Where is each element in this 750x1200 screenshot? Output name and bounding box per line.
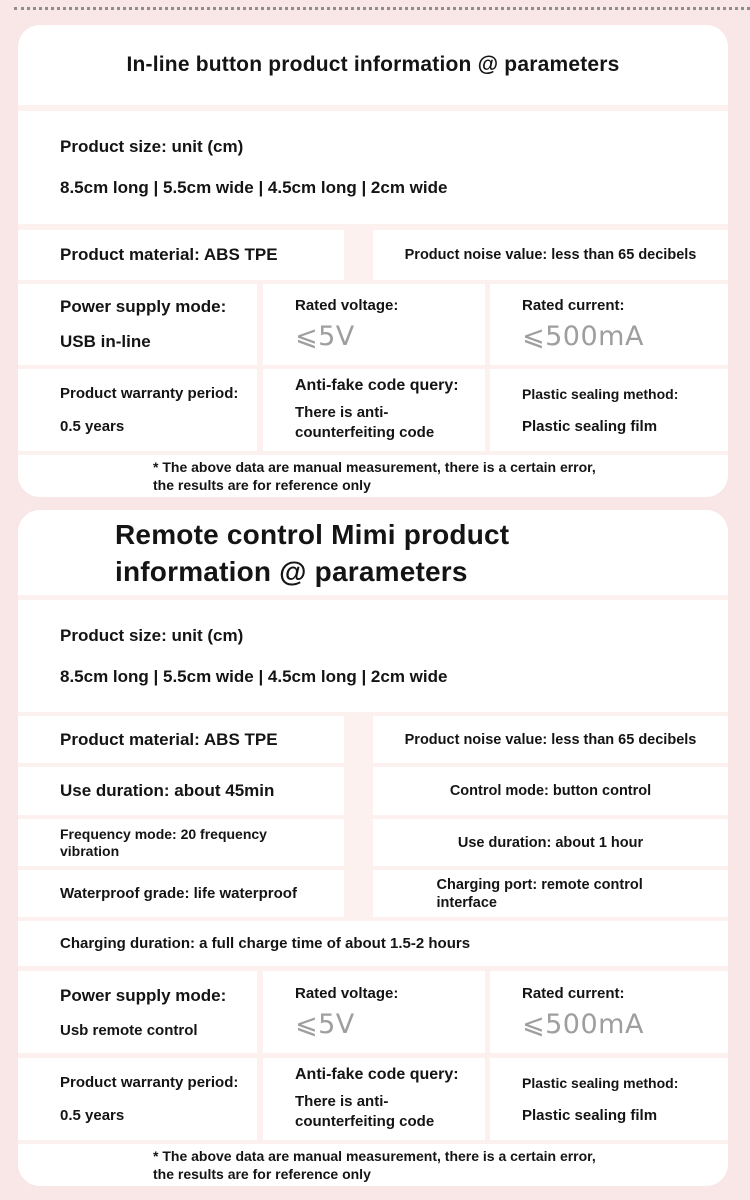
- anti-fake-label: Anti-fake code query:: [295, 377, 459, 394]
- disclaimer-line2: the results are for reference only: [153, 477, 371, 493]
- charging-port-cell: [373, 870, 728, 917]
- rated-current-cell: [490, 284, 728, 365]
- card1-warranty-row: [18, 369, 728, 451]
- card1-title-text: In-line button product information @ parameters: [126, 53, 620, 76]
- card2-power-row: [18, 971, 728, 1053]
- card2-product-size-row: [18, 600, 728, 712]
- sealing-method-cell: [490, 369, 728, 451]
- anti-fake-cell: [263, 369, 485, 451]
- card1-disclaimer: [18, 455, 728, 497]
- card2-use-duration-row: [18, 767, 728, 815]
- rated-current-cell: [490, 971, 728, 1053]
- use-duration-cell: [18, 767, 344, 815]
- use-duration-text: Use duration: about 45min: [60, 781, 275, 800]
- product-noise-text: Product noise value: less than 65 decibels: [404, 247, 697, 263]
- card1-title: [18, 25, 728, 105]
- sealing-method-label: Plastic sealing method:: [522, 1074, 679, 1091]
- disclaimer-line2: the results are for reference only: [153, 1166, 371, 1182]
- disclaimer-line1: * The above data are manual measurement, there is a certain error,: [153, 1147, 596, 1164]
- power-supply-value: USB in-line: [60, 332, 151, 351]
- warranty-period-value: 0.5 years: [60, 1107, 125, 1124]
- card2-frequency-row: [18, 819, 728, 866]
- power-supply-cell: [18, 971, 257, 1053]
- sealing-method-value: Plastic sealing film: [522, 417, 658, 435]
- card2-material-row: [18, 716, 728, 763]
- rated-current-label: Rated current:: [522, 984, 625, 1002]
- card1-product-size-row: [18, 111, 728, 224]
- warranty-period-cell: [18, 369, 257, 451]
- warranty-period-value: 0.5 years: [60, 418, 125, 435]
- card2-title-line2: information @ parameters: [115, 555, 468, 587]
- product-material-text: Product material: ABS TPE: [60, 729, 278, 749]
- rated-voltage-value: ⩽5V: [295, 1008, 355, 1040]
- sealing-method-cell: [490, 1058, 728, 1140]
- power-supply-cell: [18, 284, 257, 365]
- anti-fake-cell: [263, 1058, 485, 1140]
- disclaimer-line1: * The above data are manual measurement, there is a certain error,: [153, 458, 596, 475]
- product-size-value: 8.5cm long | 5.5cm wide | 4.5cm long | 2cm wide: [60, 178, 448, 197]
- use-duration-hour-cell: [373, 819, 728, 866]
- anti-fake-label: Anti-fake code query:: [295, 1066, 459, 1083]
- rated-current-value: ⩽500mA: [522, 1008, 644, 1040]
- product-material-cell: [18, 230, 344, 280]
- waterproof-grade-cell: [18, 870, 344, 917]
- remote-control-product-card: [18, 510, 728, 1186]
- waterproof-grade-text: Waterproof grade: life waterproof: [60, 885, 297, 902]
- rated-current-value: ⩽500mA: [522, 321, 644, 352]
- top-dotted-divider: [14, 7, 750, 10]
- power-supply-label: Power supply mode:: [60, 985, 227, 1005]
- rated-current-label: Rated current:: [522, 297, 625, 314]
- control-mode-cell: [373, 767, 728, 815]
- anti-fake-value: There is anti-counterfeiting code: [295, 404, 435, 441]
- product-noise-cell: [373, 716, 728, 763]
- charging-duration-text: Charging duration: a full charge time of about 1.5-2 hours: [60, 935, 471, 952]
- charging-port-text: Charging port: remote control interface: [436, 876, 643, 911]
- rated-voltage-value: ⩽5V: [295, 321, 355, 352]
- product-noise-text: Product noise value: less than 65 decibels: [404, 731, 697, 748]
- card2-title: [18, 510, 728, 595]
- card2-charging-duration-row: [18, 921, 728, 966]
- warranty-period-cell: [18, 1058, 257, 1140]
- product-noise-cell: [373, 230, 728, 280]
- sealing-method-label: Plastic sealing method:: [522, 385, 679, 402]
- use-duration-hour-text: Use duration: about 1 hour: [457, 834, 644, 851]
- frequency-mode-text: Frequency mode: 20 frequency vibration: [60, 825, 267, 859]
- product-size-label: Product size: unit (cm): [60, 625, 244, 645]
- anti-fake-value: There is anti-counterfeiting code: [295, 1093, 435, 1130]
- product-material-cell: [18, 716, 344, 763]
- frequency-mode-cell: [18, 819, 344, 866]
- control-mode-text: Control mode: button control: [449, 783, 652, 799]
- warranty-period-label: Product warranty period:: [60, 385, 239, 402]
- warranty-period-label: Product warranty period:: [60, 1074, 239, 1091]
- rated-voltage-label: Rated voltage:: [295, 984, 399, 1002]
- power-supply-label: Power supply mode:: [60, 297, 227, 316]
- product-size-value: 8.5cm long | 5.5cm wide | 4.5cm long | 2cm wide: [60, 666, 448, 686]
- inline-button-product-card: [18, 25, 728, 497]
- rated-voltage-label: Rated voltage:: [295, 297, 399, 314]
- card2-waterproof-row: [18, 870, 728, 917]
- card2-disclaimer: [18, 1144, 728, 1186]
- product-material-text: Product material: ABS TPE: [60, 245, 278, 264]
- card1-material-row: [18, 230, 728, 280]
- sealing-method-value: Plastic sealing film: [522, 1106, 658, 1124]
- rated-voltage-cell: [263, 971, 485, 1053]
- card2-title-line1: Remote control Mimi product: [115, 518, 510, 550]
- card2-warranty-row: [18, 1058, 728, 1140]
- rated-voltage-cell: [263, 284, 485, 365]
- product-size-label: Product size: unit (cm): [60, 137, 244, 156]
- power-supply-value: Usb remote control: [60, 1021, 198, 1039]
- card1-power-row: [18, 284, 728, 365]
